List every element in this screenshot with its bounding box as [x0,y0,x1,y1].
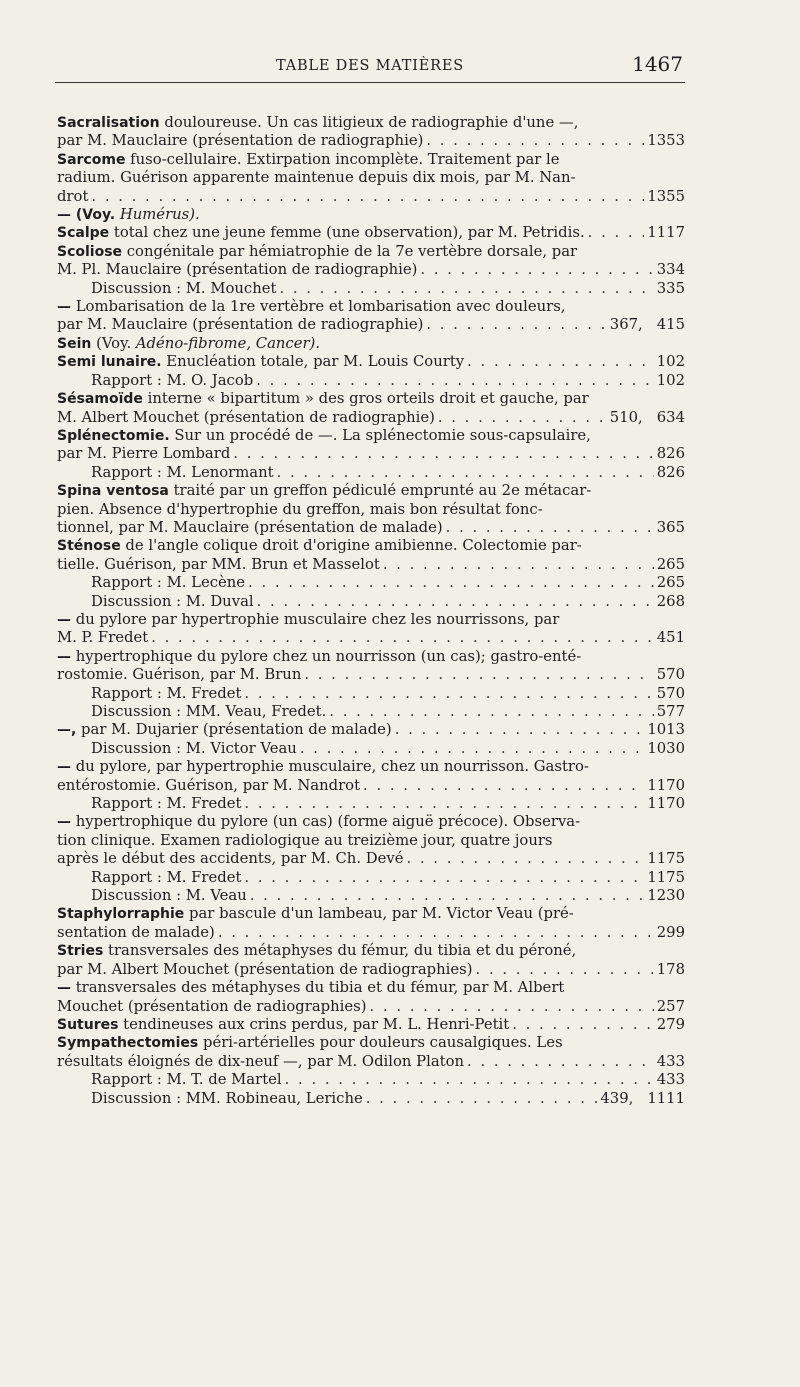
entry-text: Discussion : M. Victor Veau [91,739,297,757]
entry-line [57,224,685,242]
index-entry [57,869,685,887]
page-reference: 451 [656,629,685,647]
entry-text: transversales des métaphyses du fémur, du tibia et du péroné, [108,942,577,960]
dot-leader [91,188,644,206]
entry-keyword: Sacralisation [57,115,160,131]
entry-text: tielle. Guérison, par MM. Brun et Masselot [57,555,380,573]
index-entry [57,887,685,905]
index-entry [57,1090,685,1108]
entry-text: rostomie. Guérison, par M. Brun [57,666,302,684]
entry-line [57,206,685,224]
entry-text: Rapport : M. Fredet [91,684,242,702]
index-entry [57,206,685,224]
entry-line [57,334,685,353]
entry-text: Rapport : M. Fredet [91,868,242,886]
dot-leader [446,519,654,537]
entry-text: de l'angle colique droit d'origine amibienne. Colectomie par- [125,537,582,555]
entry-text: fuso-cellulaire. Extirpation incomplète. Traitement par le [130,150,560,168]
entry-text: Rapport : M. O. Jacob [91,371,254,389]
page-reference: 1170 [647,795,685,813]
page-reference: 634 [656,408,685,426]
page-header [55,52,685,83]
page-reference: 1111 [647,1089,685,1107]
index-entry [57,537,685,574]
entry-line [57,1015,685,1034]
page-reference: 1170 [647,776,685,794]
entry-text: interne « bipartitum » des gros orteils droit et gauche, par [147,390,589,408]
index-entry [57,813,685,868]
entry-line [57,169,685,187]
index-entry [57,280,685,298]
dot-leader [438,409,607,427]
index-entry [57,721,685,739]
index-entry [57,905,685,942]
entry-line [57,1034,685,1052]
entry-line [57,997,685,1016]
index-entry [57,390,685,427]
dot-leader [366,1090,598,1108]
page-reference: 433 [656,1071,685,1089]
index-entry [57,1034,685,1071]
entry-line [57,721,685,739]
entry-keyword: Sarcome [57,151,126,168]
page-reference: 102 [656,353,685,371]
entry-text: après le début des accidents, par M. Ch. Devé [57,850,404,868]
entry-line [57,150,685,169]
page-reference: 510, [609,408,643,426]
page-reference: 1355 [647,187,685,205]
entry-text: Rapport : M. Lecène [91,574,246,592]
entry-keyword: — (Voy. [57,207,116,224]
entry-line [57,426,685,445]
entry-line [91,1090,685,1108]
index-entry [57,151,685,206]
index-entry [57,224,685,242]
entry-text: M. Pl. Mauclaire (présentation de radiographie) [57,261,418,279]
entry-text: M. Albert Mouchet (présentation de radiographie) [57,408,435,426]
entry-line [91,887,685,905]
entry-text: par M. Mauclaire (présentation de radiographie) [57,132,424,150]
entry-keyword: —, [57,722,77,739]
entry-keyword: — [57,759,71,776]
page-reference: 365 [656,518,685,536]
entry-text: M. P. Fredet [57,629,149,647]
dot-leader [383,556,654,574]
entry-line [91,795,685,813]
dot-leader [244,685,653,703]
page-reference: 439, [600,1089,634,1107]
entry-keyword: Sein [57,335,92,352]
dot-leader [233,445,653,463]
entry-keyword: Splénectomie. [57,427,170,444]
index-entries [57,114,685,1108]
entry-line [57,445,685,463]
dot-leader [476,961,654,979]
page-reference: 1230 [647,887,685,905]
index-entry [57,1071,685,1089]
running-title: TABLE DES MATIÈRES [276,58,464,74]
index-entry [57,648,685,685]
page-number: 1467 [632,52,683,76]
entry-text: du pylore par hypertrophie musculaire chez les nourrissons, par [75,610,560,628]
entry-line [57,610,685,629]
entry-line [91,574,685,592]
dot-leader [250,887,645,905]
index-entry [57,740,685,758]
index-entry [57,611,685,648]
entry-text: par M. Albert Mouchet (présentation de radiographies) [57,960,473,978]
page-reference: 1117 [647,224,685,242]
entry-line [57,942,685,960]
index-entry [57,758,685,795]
page-reference: 826 [656,463,685,481]
entry-line [91,869,685,887]
entry-line [57,979,685,997]
entry-text: tionnel, par M. Mauclaire (présentation de malade) [57,518,443,536]
dot-leader [467,1053,654,1071]
page-reference: 1013 [647,721,685,739]
page-reference: 570 [656,684,685,702]
page-reference: 1030 [647,739,685,757]
dot-leader [218,924,654,942]
entry-text: hypertrophique du pylore (un cas) (forme aiguë précoce). Observa- [75,813,581,831]
dot-leader [248,574,654,592]
entry-text: par bascule d'un lambeau, par M. Victor Veau (pré- [189,905,574,923]
dot-leader [279,280,653,298]
page-reference: 268 [656,592,685,610]
index-entry [57,427,685,464]
entry-text: radium. Guérison apparente maintenue depuis dix mois, par M. Nan- [57,169,576,187]
entry-line [57,353,685,371]
page-reference: 433 [656,1052,685,1070]
entry-text: (Voy. [96,334,136,352]
dot-leader [329,703,653,721]
entry-text: par M. Pierre Lombard [57,445,231,463]
entry-text: Sur un procédé de —. La splénectomie sous-capsulaire, [174,426,591,444]
entry-italic-ref: Adéno-fibrome, Cancer). [135,334,321,352]
page-reference: 367, [609,316,643,334]
page-reference: 265 [656,555,685,573]
entry-text: Discussion : MM. Veau, Fredet. [91,703,327,720]
entry-text: —, par M. Dujarier (présentation de malade) [57,721,392,739]
page-reference: 1175 [647,868,685,886]
entry-text: pien. Absence d'hypertrophie du greffon, mais bon résultat fonc- [57,500,543,518]
page-reference: 335 [656,279,685,297]
entry-line [57,905,685,923]
entry-text: Rapport : M. Lenormant [91,463,274,481]
entry-keyword: Spina ventosa [57,483,169,500]
dot-leader [285,1071,654,1089]
entry-line [57,261,685,279]
entry-line [57,187,685,206]
index-entry [57,1016,685,1034]
entry-text: Discussion : MM. Robineau, Leriche [91,1089,363,1107]
entry-keyword: Sésamoïde [57,391,143,408]
dot-leader [257,593,654,611]
entry-line [57,850,685,868]
page-reference: 1353 [647,132,685,150]
entry-line [57,960,685,979]
entry-line [57,132,685,150]
page-reference: 1175 [647,850,685,868]
page-reference: 570 [656,666,685,684]
entry-text: drot [57,187,89,205]
dot-leader [277,464,654,482]
dot-leader [363,777,644,795]
entry-line [57,316,685,334]
page-reference: 334 [656,261,685,279]
entry-line [57,813,685,831]
dot-leader [244,795,644,813]
entry-text: Scalpe total chez une jeune femme (une observation), par M. Petridis. [57,224,585,242]
entry-keyword: Stries [57,943,104,960]
entry-text: résultats éloignés de dix-neuf —, par M. Odilon Platon [57,1052,465,1070]
entry-line [57,242,685,261]
dot-leader [467,353,654,371]
page-reference: 577 [656,703,685,720]
entry-text: Sutures tendineuses aux crins perdus, par M. L. Henri-Petit [57,1015,510,1033]
index-entry [57,795,685,813]
dot-leader [244,869,644,887]
entry-line [57,776,685,795]
page-reference: 178 [656,960,685,978]
dot-leader [370,998,654,1016]
dot-leader [512,1016,654,1034]
entry-line [91,1071,685,1089]
entry-line [57,647,685,666]
entry-line [91,740,685,758]
entry-line [91,685,685,703]
entry-line [57,923,685,942]
entry-text: par M. Mauclaire (présentation de radiographie) [57,316,424,334]
entry-keyword: — [57,299,71,316]
index-entry [57,574,685,592]
index-entry [57,353,685,371]
entry-keyword: — [57,980,71,997]
index-entry [57,703,685,721]
dot-leader [426,132,644,150]
entry-line [91,703,685,721]
dot-leader [304,666,653,684]
entry-line [57,758,685,776]
entry-text: Semi lunaire. Enucléation totale, par M. Louis Courty [57,353,465,371]
entry-keyword: Scalpe [57,225,110,242]
page-reference: 279 [656,1015,685,1033]
index-entry [57,685,685,703]
entry-text: du pylore, par hypertrophie musculaire, chez un nourrisson. Gastro- [75,758,589,776]
index-entry [57,482,685,537]
index-entry [57,979,685,1016]
page-reference: 826 [656,445,685,463]
entry-keyword: — [57,648,71,665]
entry-text: tion clinique. Examen radiologique au treizième jour, quatre jours [57,831,553,849]
entry-keyword: Semi lunaire. [57,354,162,371]
entry-line [91,464,685,482]
entry-line [57,408,685,427]
index-entry [57,593,685,611]
entry-text: Rapport : M. T. de Martel [91,1071,282,1089]
entry-text: Discussion : M. Mouchet [91,279,277,297]
entry-line [57,1052,685,1071]
entry-text: Rapport : M. Fredet [91,795,242,813]
page-reference: 299 [656,923,685,941]
entry-line [91,593,685,611]
entry-line [91,280,685,298]
page-reference: 102 [656,371,685,389]
entry-line [57,500,685,519]
entry-text: congénitale par hémiatrophie de la 7e vertèbre dorsale, par [126,242,578,260]
entry-keyword: Staphylorraphie [57,906,185,923]
entry-text: hypertrophique du pylore chez un nourrisson (un cas); gastro-enté- [75,647,582,665]
entry-text: sentation de malade) [57,923,215,941]
dot-leader [588,224,645,242]
entry-line [57,555,685,574]
entry-line [57,537,685,555]
entry-text: péri-artérielles pour douleurs causalgiques. Les [202,1034,563,1052]
entry-text: Discussion : M. Duval [91,592,254,610]
entry-line [91,372,685,390]
entry-line [57,482,685,500]
entry-keyword: — [57,814,71,831]
page-reference: 415 [656,316,685,334]
index-entry [57,942,685,979]
index-entry [57,243,685,280]
entry-keyword: Scoliose [57,243,123,260]
entry-line [57,390,685,408]
index-entry [57,464,685,482]
entry-line [57,518,685,537]
dot-leader [426,316,606,334]
index-entry [57,298,685,335]
dot-leader [395,721,645,739]
page-reference: 265 [656,574,685,592]
entry-text: entérostomie. Guérison, par M. Nandrot [57,776,361,794]
dot-leader [256,372,654,390]
entry-line [57,831,685,850]
entry-keyword: — [57,611,71,628]
entry-italic-ref: Humérus). [119,206,200,224]
index-entry [57,372,685,390]
entry-line [57,298,685,316]
index-entry [57,335,685,353]
entry-text: Discussion : M. Veau [91,887,247,905]
entry-text: Lombarisation de la 1re vertèbre et lombarisation avec douleurs, [75,298,566,316]
entry-keyword: Sutures [57,1016,119,1033]
dot-leader [300,740,645,758]
dot-leader [420,261,653,279]
dot-leader [151,629,654,647]
entry-text: traité par un greffon pédiculé emprunté au 2e métacar- [173,482,592,500]
entry-keyword: Sympathectomies [57,1035,199,1052]
entry-keyword: Sténose [57,538,121,555]
page-reference: 257 [656,997,685,1015]
dot-leader [406,850,644,868]
entry-text: transversales des métaphyses du tibia et du fémur, par M. Albert [75,979,565,997]
entry-text: Mouchet (présentation de radiographies) [57,997,367,1015]
entry-line [57,666,685,684]
entry-text: douloureuse. Un cas litigieux de radiographie d'une —, [164,114,579,131]
entry-line [57,629,685,647]
entry-line [57,114,685,132]
index-entry [57,114,685,151]
